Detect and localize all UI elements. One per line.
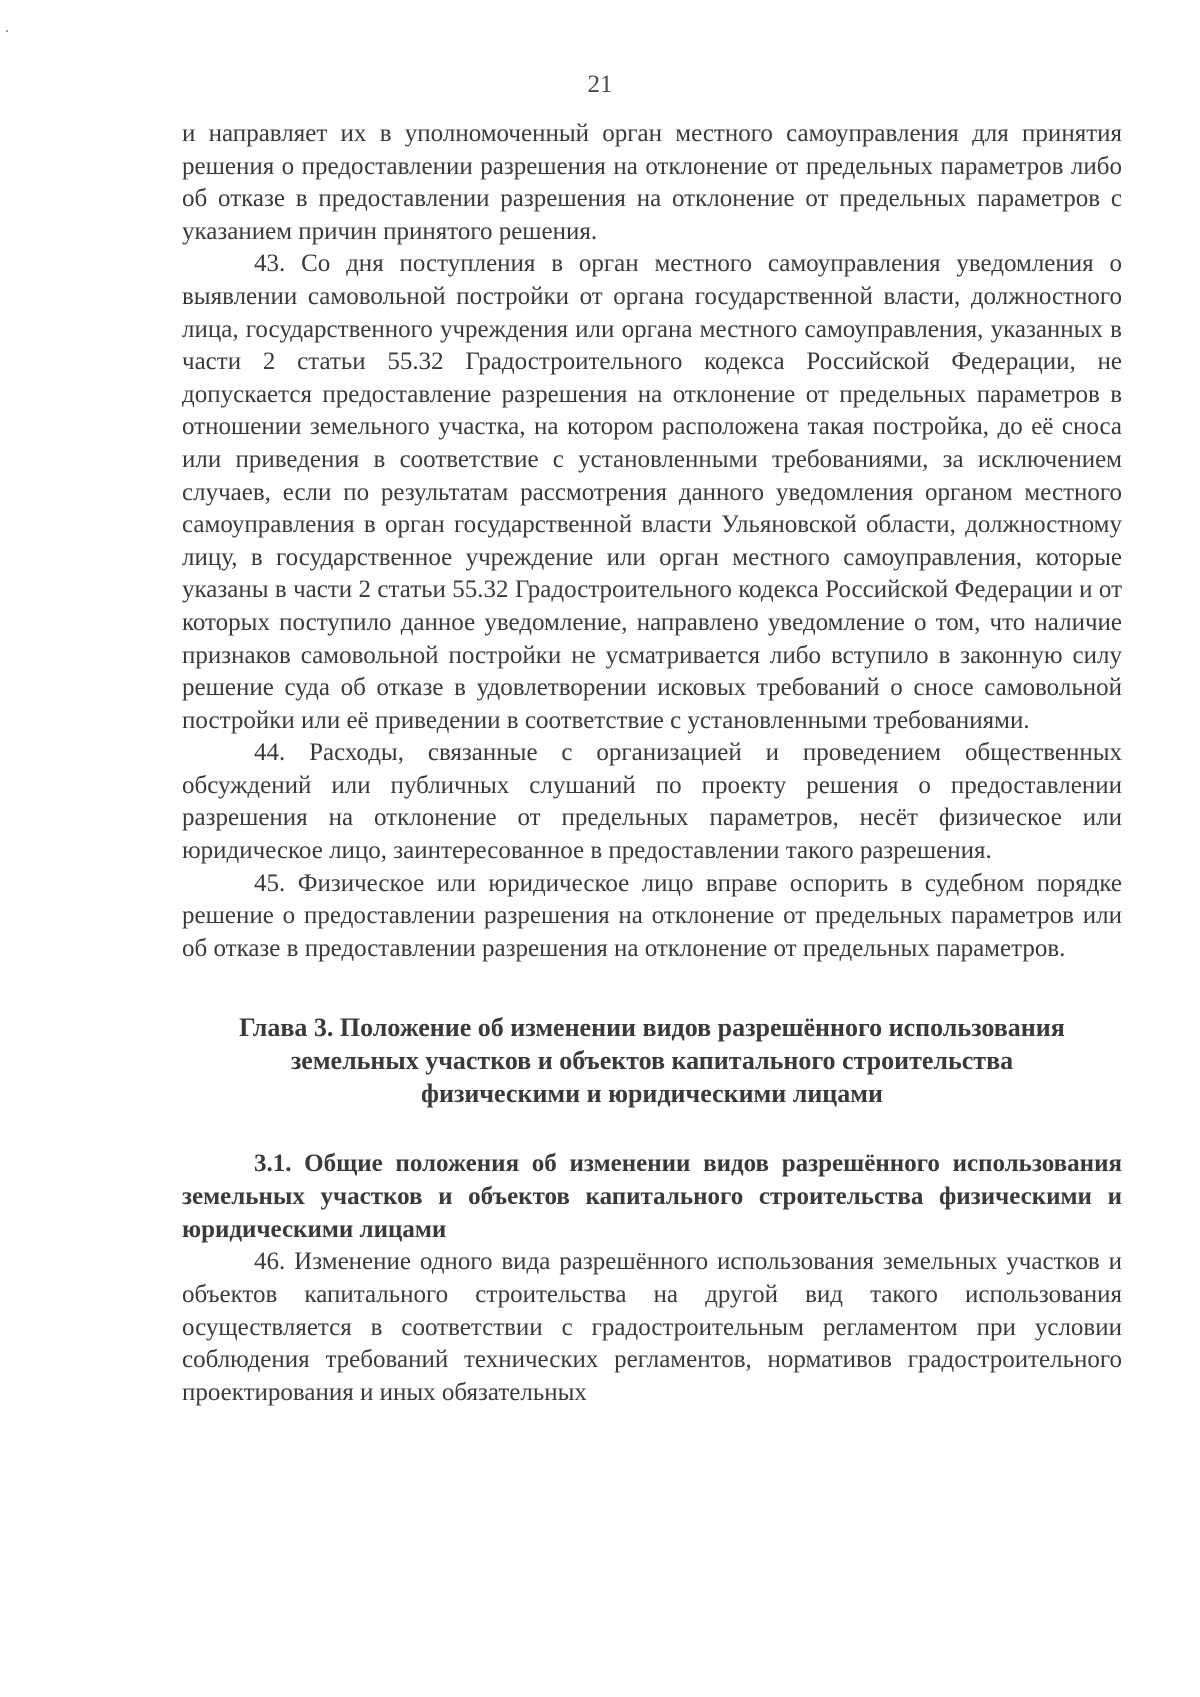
chapter-heading-line-1: Глава 3. Положение об изменении видов разрешённого использования: [239, 1013, 1065, 1043]
scan-speck: [6, 30, 8, 32]
paragraph-45: 45. Физическое или юридическое лицо вправе оспорить в судебном порядке решение о предоставлении разрешения на отклонение от предельных параметров или об отказе в предоставлении разрешения на отклонение от предельных параметров.: [182, 869, 1122, 962]
chapter-heading: [182, 1011, 1122, 1110]
paragraph-continuation: и направляет их в уполномоченный орган местного самоуправления для принятия решения о предоставлении разрешения на отклонение от предельных параметров либо об отказе в предоставлении разрешения на отклонение от предельных параметров с указанием причин принятого решения.: [182, 120, 1122, 245]
chapter-heading-line-3: физическими и юридическими лицами: [421, 1079, 883, 1109]
page-number: 21: [587, 71, 613, 98]
paragraph-44: 44. Расходы, связанные с организацией и проведением общественных обсуждений или публичных слушаний по проекту решения о предоставлении разрешения на отклонение от предельных параметров, несёт физическое или юридическое лицо, заинтересованное в предоставлении такого разрешения.: [182, 739, 1122, 865]
chapter-heading-line-2: земельных участков и объектов капитального строительства: [290, 1046, 1014, 1076]
document-body: [182, 118, 1122, 1409]
paragraph-43: 43. Со дня поступления в орган местного самоуправления уведомления о выявлении самовольной постройки от органа государственной власти, должностного лица, государственного учреждения или органа местного самоуправления, указанных в части 2 статьи 55.32 Градостроительного кодекса Российской Федерации, не допускается предоставление разрешения на отклонение от предельных параметров в отношении земельного участка, на котором расположена такая постройка, до её сноса или приведения в соответствие с установленными требованиями, за исключением случаев, если по результатам рассмотрения данного уведомления органом местного самоуправления в орган государственной власти Ульяновской области, должностному лицу, в государственное учреждение или орган местного самоуправления, которые указаны в части 2 статьи 55.32 Градостроительного кодекса Российской Федерации и от которых поступило данное уведомление, направлено уведомление о том, что наличие признаков самовольной постройки не усматривается либо вступило в законную силу решение суда об отказе в удовлетворении исковых требований о сносе самовольной постройки или её приведении в соответствие с установленными требованиями.: [182, 250, 1122, 734]
section-heading: 3.1. Общие положения об изменении видов разрешённого использования земельных участков и объектов капитального строительства физическими и юридическими лицами: [182, 1150, 1122, 1244]
paragraph-46: 46. Изменение одного вида разрешённого использования земельных участков и объектов капитального строительства на другой вид такого использования осуществляется в соответствии с градостроительным регламентом при условии соблюдения требований технических регламентов, нормативов градостроительного проектирования и иных обязательных: [182, 1248, 1122, 1406]
